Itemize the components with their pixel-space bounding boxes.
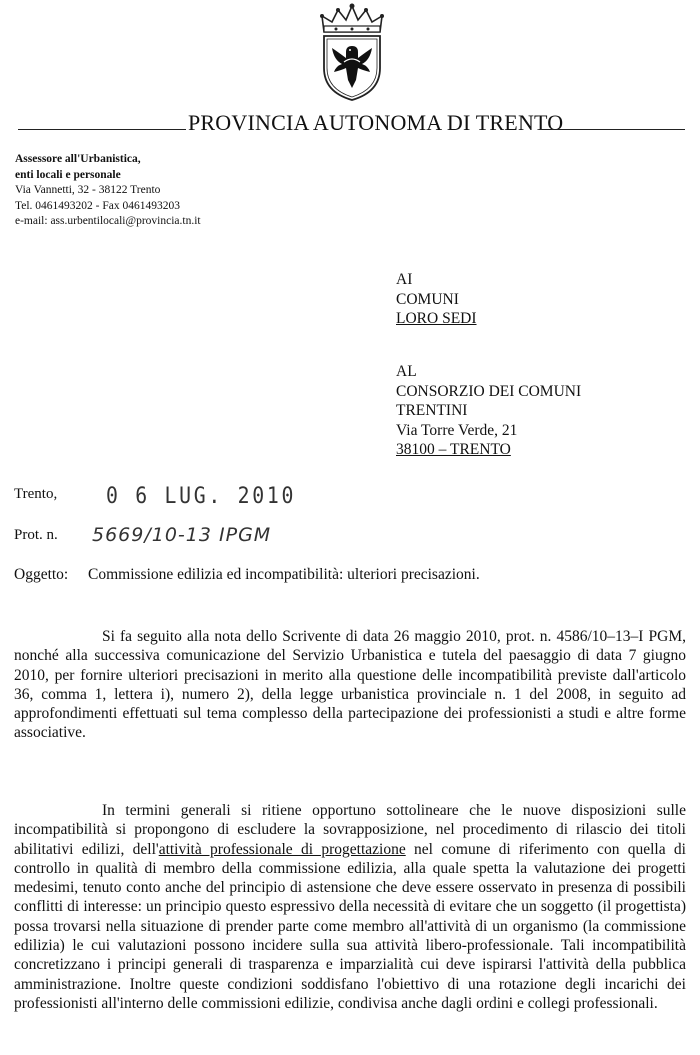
protocol-label: Prot. n. xyxy=(14,527,58,543)
subject-text: Commissione edilizia ed incompatibilità: ulteriori precisazioni. xyxy=(88,566,480,583)
title-rule-left xyxy=(18,129,186,130)
sender-phone: Tel. 0461493202 - Fax 0461493203 xyxy=(15,199,180,212)
protocol-number-handwritten: 5669/10-13 IPGM xyxy=(92,524,272,546)
addressee-name: COMUNI xyxy=(396,290,459,308)
title-rule-right xyxy=(540,129,685,130)
sender-address: Via Vannetti, 32 - 38122 Trento xyxy=(15,184,161,196)
coat-of-arms-emblem xyxy=(316,2,388,102)
addressee-location: LORO SEDI xyxy=(396,310,477,327)
paragraph-1-text: Si fa seguito alla nota dello Scrivente di data 26 maggio 2010, prot. n. 4586/10–13–I PGM, nonché alla successiva comunicazione del Servizio Urbanistica e tutela del paesaggio di data 7 giugno 2010, per fornire ulteriori precisazioni in merito alla questione delle incompatibilità previste dall'articolo 36, comma 1, lettera i), numero 2), della legge urbanistica provinciale n. 1 del 2008, in seguito ad approfondimenti effettuati sul tema complesso della partecipazione dei professionisti a studi e altre forme associative. xyxy=(14,628,686,742)
paragraph-2-underlined-phrase: attività professionale di progettazione xyxy=(158,840,406,858)
addressee-city: 38100 – TRENTO xyxy=(396,441,511,458)
paragraph-2-text-end: nel comune di riferimento con quella di controllo in qualità di membro della commissione edilizia, alla quale spetta la valutazione dei progetti medesimi, tenuto conto anche del principio di astensione che deve essere osservato in presenza di possibili conflitti di interesse: un principio questo espressivo della necessità di evitare che un soggetto (il progettista) possa trovarsi nella situazione di prender parte come membro all'attività di un organismo (la commissione edilizia) le cui valutazioni possono incidere sulla sua attività libero-professionale. Tali incompatibilità concretizzano i principi generali di trasparenza e imparzialità cui deve ispirarsi l'attività della pubblica amministrazione. Inoltre queste condizioni soddisfano l'obiettivo di una rotazione degli incarichi dei professionisti all'interno delle commissioni edilizie, condivisa anche dagli ordini e collegi professionali. xyxy=(14,840,686,1012)
sender-email: e-mail: ass.urbentilocali@provincia.tn.it xyxy=(15,215,201,227)
place-label: Trento, xyxy=(14,486,58,502)
body-paragraph-1 xyxy=(14,627,686,743)
sender-block xyxy=(15,152,201,230)
addressee-comuni xyxy=(396,270,477,329)
body-paragraph-2 xyxy=(14,801,686,1013)
sender-office-line1: Assessore all'Urbanistica, xyxy=(15,153,141,165)
paragraph-2-text-start: In termini generali si ritiene opportuno sottolineare che le nuove disposizioni sulle incompatibilità si propongono di escludere la sovrapposizione, nel procedimento di rilascio dei titoli abilitativi edilizi, dell' xyxy=(14,802,686,858)
date-stamp: 0 6 LUG. 2010 xyxy=(106,484,297,509)
addressee-street: Via Torre Verde, 21 xyxy=(396,421,518,439)
province-title: PROVINCIA AUTONOMA DI TRENTO xyxy=(188,110,564,135)
addressee-prefix: AI xyxy=(396,271,413,288)
addressee-name-cont: TRENTINI xyxy=(396,402,468,419)
addressee-consorzio xyxy=(396,362,581,460)
addressee-name: CONSORZIO DEI COMUNI xyxy=(396,382,582,400)
letterhead-title xyxy=(0,108,700,138)
subject-label: Oggetto: xyxy=(14,566,69,583)
eagle-crest-icon xyxy=(316,2,388,102)
sender-office-line2: enti locali e personale xyxy=(15,168,121,181)
addressee-prefix: AL xyxy=(396,363,417,380)
subject-line xyxy=(14,566,480,584)
